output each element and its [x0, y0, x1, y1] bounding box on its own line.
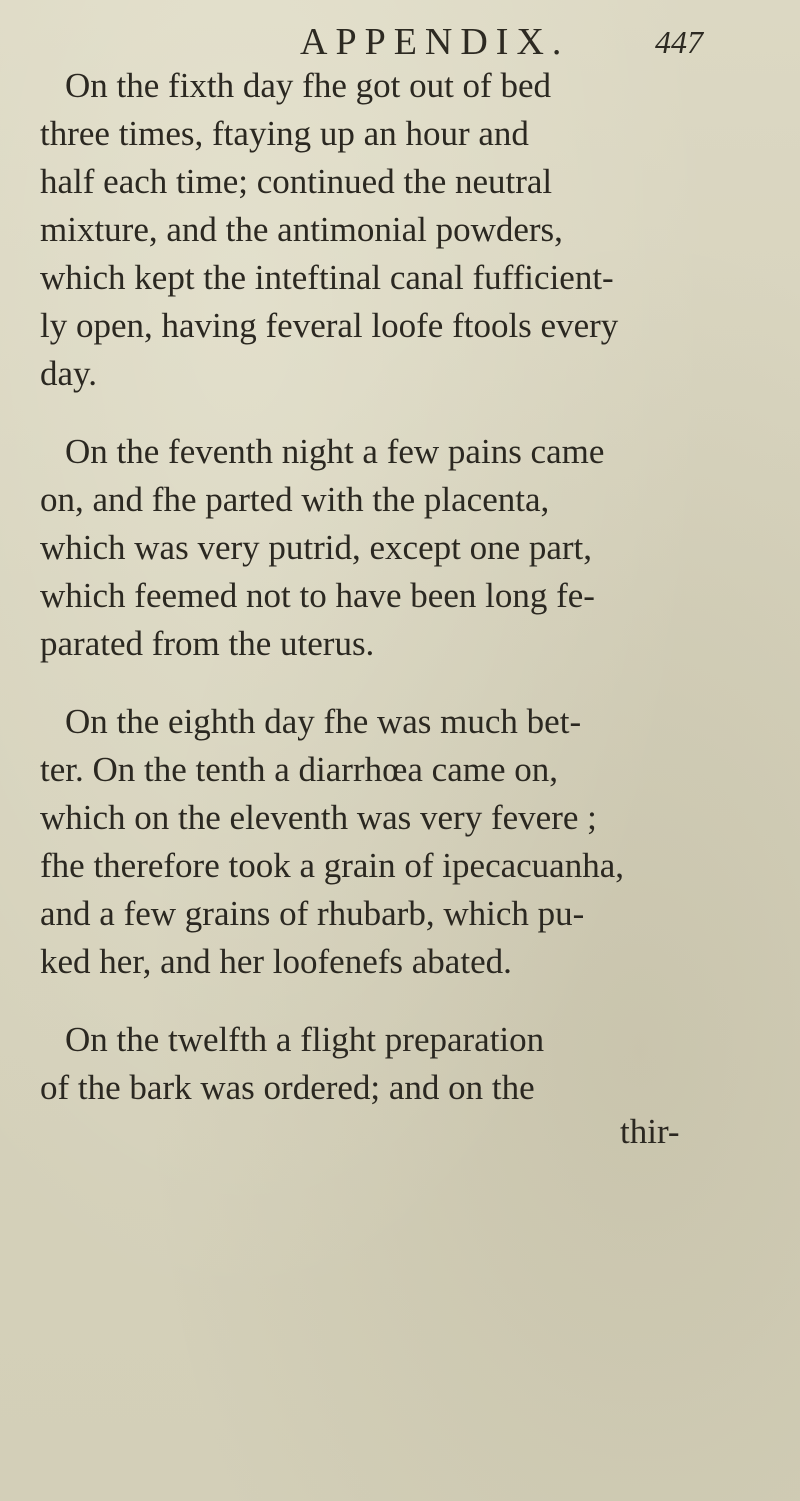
text-line: fhe therefore took a grain of ipecacuanha, [40, 846, 624, 885]
text-line: on, and fhe parted with the placenta, [40, 480, 550, 519]
page-number: 447 [655, 24, 703, 60]
text-line: which feemed not to have been long fe- [40, 576, 595, 615]
text-line: On the twelfth a flight preparation [65, 1020, 545, 1059]
page-header [0, 10, 800, 70]
text-line: On the fixth day fhe got out of bed [65, 66, 552, 105]
text-line: three times, ftaying up an hour and [40, 114, 529, 153]
text-line: half each time; continued the neutral [40, 162, 553, 201]
text-line: ked her, and her loofenefs abated. [40, 942, 512, 981]
text-line: which was very putrid, except one part, [40, 528, 593, 567]
running-head: APPENDIX. [300, 21, 570, 63]
text-line: of the bark was ordered; and on the [40, 1068, 535, 1107]
text-line: parated from the uterus. [40, 624, 375, 663]
catchword: thir- [620, 1112, 680, 1151]
text-line: On the feventh night a few pains came [65, 432, 605, 471]
text-line: which on the eleventh was very fevere ; [40, 798, 597, 837]
text-line: ter. On the tenth a diarrhœa came on, [40, 750, 558, 789]
text-line: day. [40, 354, 98, 393]
text-line: which kept the inteftinal canal fufficient- [40, 258, 614, 297]
text-line: ly open, having feveral loofe ftools every [40, 306, 619, 345]
text-line: and a few grains of rhubarb, which pu- [40, 894, 585, 933]
text-line: mixture, and the antimonial powders, [40, 210, 563, 249]
text-line: On the eighth day fhe was much bet- [65, 702, 582, 741]
